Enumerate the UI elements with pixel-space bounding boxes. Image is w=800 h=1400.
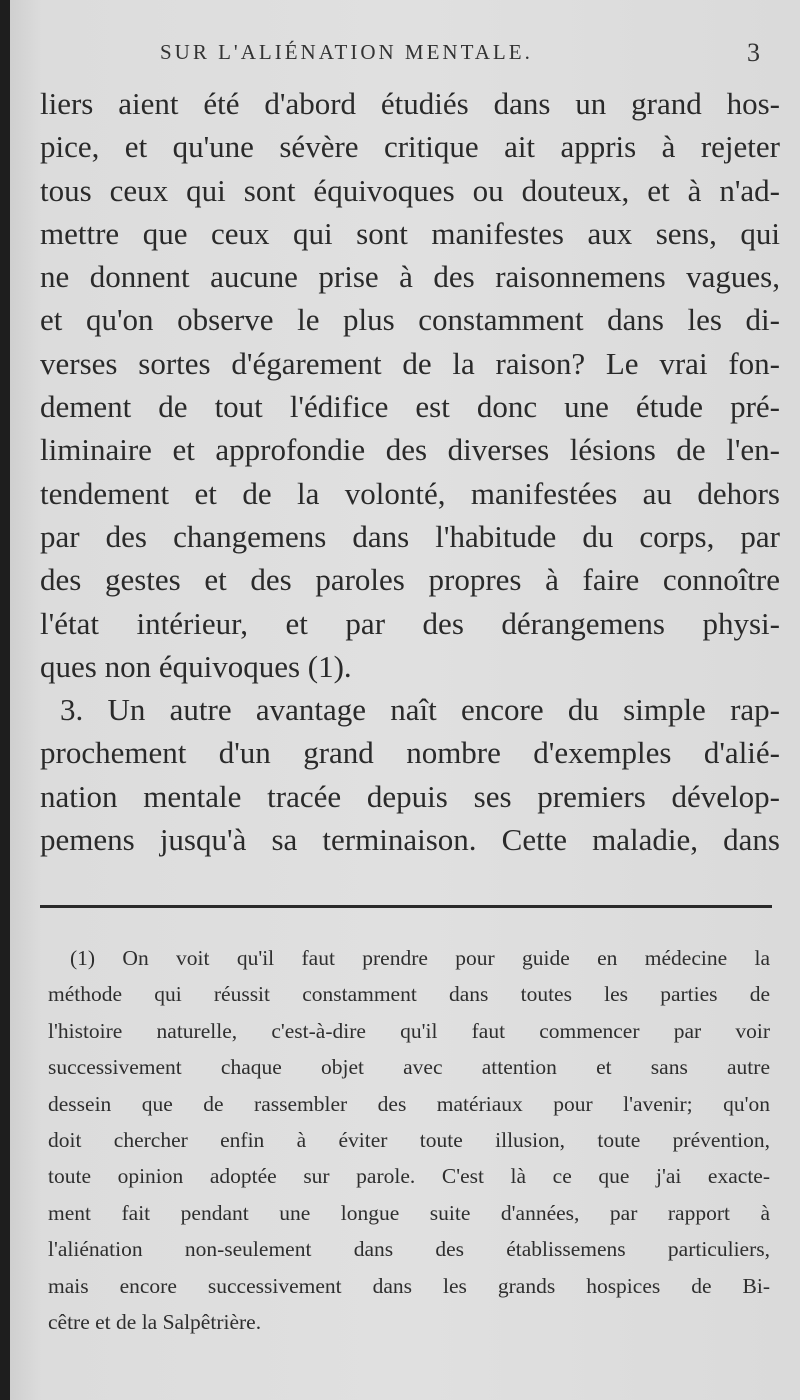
body-line: nation mentale tracée depuis ses premiers dévelop- [40,778,780,814]
body-line: verses sortes d'égarement de la raison? Le vrai fon- [40,345,780,381]
footnote-line: dessein que de rassembler des matériaux pour l'avenir; qu'on [48,1091,770,1116]
running-title: SUR L'ALIÉNATION MENTALE. [160,40,533,64]
body-line: et qu'on observe le plus constamment dans les di- [40,302,780,338]
footnote-line: l'aliénation non-seulement dans des établissemens particuliers, [48,1237,770,1262]
body-line: tous ceux qui sont équivoques ou douteux, et à n'ad- [40,172,780,208]
body-text [40,82,780,861]
page-number: 3 [747,38,760,67]
footnote-line: (1) On voit qu'il faut prendre pour guide en médecine la [70,946,770,970]
footnote-line: toute opinion adoptée sur parole. C'est là ce que j'ai exacte- [48,1164,770,1189]
book-page [10,0,800,1400]
footnote-line: méthode qui réussit constamment dans toutes les parties de [48,982,770,1007]
footnote-line: successivement chaque objet avec attention et sans autre [48,1055,770,1080]
footnote-line: doit chercher enfin à éviter toute illusion, toute prévention, [48,1128,770,1153]
body-line: dement de tout l'édifice est donc une étude pré- [40,389,780,425]
body-line: ques non équivoques (1). [40,648,352,684]
body-line: pemens jusqu'à sa terminaison. Cette maladie, dans [40,822,780,858]
body-line: liers aient été d'abord étudiés dans un grand hos- [40,86,780,121]
running-head [10,40,800,80]
body-line: ne donnent aucune prise à des raisonnemens vagues, [40,259,780,295]
body-line: prochement d'un grand nombre d'exemples d'alié- [40,735,780,771]
footnote-line: ment fait pendant une longue suite d'années, par rapport à [48,1200,770,1225]
footnote [48,940,770,1340]
footnote-line: l'histoire naturelle, c'est-à-dire qu'il faut commencer par voir [48,1018,770,1043]
paragraph-start-line: 3. Un autre avantage naît encore du simple rap- [60,692,780,728]
footnote-line: mais encore successivement dans les grands hospices de Bi- [48,1273,770,1298]
body-line: par des changemens dans l'habitude du corps, par [40,518,780,554]
body-line: tendement et de la volonté, manifestées au dehors [40,475,780,511]
body-line: pice, et qu'une sévère critique ait appris à rejeter [40,129,780,165]
footnote-line: cêtre et de la Salpêtrière. [48,1310,262,1335]
body-line: mettre que ceux qui sont manifestes aux sens, qui [40,215,780,251]
body-line: liminaire et approfondie des diverses lésions de l'en- [40,432,780,468]
footnote-divider [40,905,772,908]
body-line: des gestes et des paroles propres à faire connoître [40,562,780,598]
body-line: l'état intérieur, et par des dérangemens physi- [40,605,780,641]
